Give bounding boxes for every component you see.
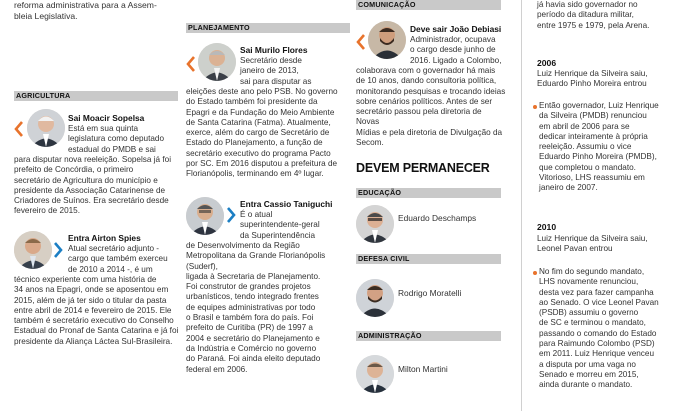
bio-line: ligada à Secretaria de Planejamento. — [186, 271, 321, 281]
section-head-educacao: EDUCAÇÃO — [356, 188, 501, 198]
bio-line: Secretário desde — [240, 56, 302, 65]
bio-line: secretário executivo do programa Pacto — [186, 148, 331, 158]
year-bullet-text — [539, 267, 683, 391]
intro-line: reforma administrativa para a Assem- — [14, 0, 157, 10]
bio-line: Estadual do Pronaf de Santa Catarina e já foi — [14, 326, 179, 336]
person-bio — [68, 244, 180, 275]
bio-line: cargo que também exerceu — [68, 254, 168, 264]
person-name: Eduardo Deschamps — [398, 213, 477, 223]
text-line: Leonel Pavan entrou — [537, 244, 613, 254]
person-name: Entra Airton Spies — [68, 233, 141, 243]
person-bio-cont — [186, 241, 356, 375]
text-line: Luiz Henrique da Silveira saiu, — [537, 234, 648, 243]
bio-line: Epagri e da Fundação do Meio Ambiente — [186, 107, 335, 117]
bio-line: sai para disputar as — [240, 76, 312, 86]
col4-top-text — [537, 0, 683, 31]
bio-line: do Estado também foi presidente da — [186, 97, 318, 107]
avatar — [14, 231, 52, 269]
column-divider — [521, 0, 522, 411]
text-line: LHS novamente renunciou, — [539, 277, 639, 287]
bio-line: presidente da Aliança Láctea Sul-Brasileira. — [14, 336, 173, 346]
bio-line: para disputar nova reeleição. Sopelsa já foi — [14, 155, 172, 164]
section-head-comunicacao: COMUNICAÇÃO — [356, 0, 501, 10]
bio-line: de Desenvolvimento da Região — [186, 241, 300, 250]
person-name: Deve sair João Debiasi — [410, 24, 502, 34]
text-line: já havia sido governador no — [537, 0, 638, 9]
bio-line: Atual secretário adjunto - — [68, 244, 160, 253]
section-head-administracao: ADMINISTRAÇÃO — [356, 331, 501, 341]
bio-line: prefeito de Concórdia, o primeiro — [14, 165, 134, 175]
year-subtitle — [537, 69, 683, 90]
bio-line: Foi construtor de grandes projetos — [186, 282, 311, 292]
person-bio — [68, 124, 180, 155]
chevron-left-icon — [185, 56, 197, 72]
bio-line: exerce, além do cargo de Secretário de — [186, 128, 330, 138]
bio-line: Administrador, ocupava — [410, 35, 496, 44]
bio-line: secretário de Agricultura do município e — [14, 175, 158, 185]
chevron-left-icon — [13, 121, 25, 137]
avatar — [356, 279, 394, 317]
bio-line: fevereiro de 2015. — [14, 206, 80, 216]
person-name: Sai Murilo Flores — [240, 45, 308, 55]
bio-line: o Brasil e também fora do país. Foi — [186, 313, 314, 323]
bio-line: estadual do PMDB e sai — [68, 144, 156, 154]
bio-line: É o atual — [240, 210, 273, 219]
person-bio — [240, 210, 352, 241]
text-line: para Raimundo Colombo (PSD) — [539, 339, 655, 349]
year-label: 2010 — [537, 222, 557, 232]
bio-line: Secom. — [356, 138, 384, 148]
text-line: passando o comando do Estado — [539, 328, 657, 338]
bio-line: janeiro de 2013, — [240, 66, 299, 76]
bio-line: Metropolitana da Grande Florianópolis (Suderf), — [186, 251, 326, 271]
bio-line: Estado do Planejamento, a função de — [186, 138, 323, 148]
intro-line: bleia Legislativa. — [14, 11, 78, 21]
bio-line: da Superintendência — [240, 230, 316, 240]
text-line: Vitorioso, LHS reassumiu em — [539, 173, 645, 183]
bio-line: Criadores de Suínos. Era secretário desde — [14, 196, 169, 206]
person-bio — [240, 56, 352, 87]
bio-line: por SC. Em 2016 disputou a prefeitura de — [186, 159, 338, 169]
avatar — [368, 21, 406, 59]
bio-line: de 2010 a 2014 -, é um — [68, 264, 153, 274]
avatar — [27, 109, 65, 147]
person-bio-cont — [14, 275, 184, 347]
text-line: No fim do segundo mandato, — [539, 267, 645, 276]
bio-line: Está em sua quinta — [68, 124, 139, 133]
bio-line: Florianópolis, terminando em 4º lugar. — [186, 169, 324, 179]
text-line: janeiro de 2007. — [539, 183, 598, 193]
section-heading-devem-permanecer: DEVEM PERMANECER — [356, 161, 490, 175]
text-line: ao Senado. O vice Leonel Pavan — [539, 297, 659, 307]
text-line: Então governador, Luiz Henrique — [539, 101, 659, 110]
person-bio-cont — [14, 155, 184, 217]
bio-line: secretário passou pela diretoria de Novas — [356, 107, 482, 127]
person-name: Entra Cassio Taniguchi — [240, 199, 333, 209]
chevron-right-icon — [52, 242, 64, 258]
bio-line: 2016. Ligado a Colombo, — [410, 55, 502, 65]
chevron-right-icon — [225, 207, 237, 223]
bio-line: legislatura como deputado — [68, 134, 165, 144]
bio-line: também é secretário executivo do Conselho — [14, 316, 174, 326]
bio-line: 2015, além de já ter sido o titular da pasta — [14, 295, 167, 305]
text-line: em abril de 2006 para se — [539, 121, 630, 131]
text-line: desta vez para fazer campanha — [539, 287, 654, 297]
text-line: de SC e terminou o mandato, — [539, 318, 646, 328]
text-line: da Silveira (PMDB) renunciou — [539, 111, 647, 121]
bio-line: de Santa Catarina (Fatma). Atualmente, — [186, 117, 331, 127]
avatar — [186, 197, 224, 235]
bio-line: sobre cenários políticos. Antes de ser — [356, 96, 493, 106]
section-head-agricultura: AGRICULTURA — [14, 91, 178, 101]
text-line: Luiz Henrique da Silveira saiu, — [537, 69, 648, 78]
bio-line: presidente da Associação Catarinense de — [14, 185, 166, 195]
bio-line: do Paraná. Foi ainda eleito deputado — [186, 354, 321, 364]
bio-line: entre abril de 2014 e fevereiro de 2015. Ele — [14, 305, 172, 315]
bio-line: superintendente-geral — [240, 220, 320, 230]
col1-intro — [14, 0, 184, 22]
text-line: a disputa por uma vaga no — [539, 359, 636, 369]
text-line: (PSDB) assumiu o governo — [539, 308, 639, 318]
person-bio-cont — [356, 66, 506, 148]
person-bio-cont — [186, 87, 356, 180]
chevron-left-icon — [355, 34, 367, 50]
text-line: Eduardo Pinho Moreira (PMDB), — [539, 152, 657, 162]
text-line: Senado e morreu em 2015, — [539, 369, 639, 379]
bio-line: colaborava com o governador há mais — [356, 66, 496, 75]
bullet-icon — [533, 105, 537, 109]
text-line: ainda durante o mandato. — [539, 380, 633, 390]
person-name: Sai Moacir Sopelsa — [68, 113, 145, 123]
person-name: Milton Martini — [398, 364, 448, 374]
person-bio — [410, 35, 505, 66]
bullet-icon — [533, 271, 537, 275]
text-line: dedicar inteiramente à própria — [539, 131, 648, 141]
bio-line: de 10 anos, dando consultoria política, — [356, 76, 497, 86]
avatar — [356, 205, 394, 243]
year-subtitle — [537, 234, 683, 255]
section-head-defesa-civil: DEFESA CIVIL — [356, 254, 501, 264]
year-label: 2006 — [537, 58, 557, 68]
bio-line: eleições deste ano pelo PSB. No governo — [186, 87, 338, 96]
bio-line: da Indústria e Comércio no governo — [186, 343, 317, 353]
bio-line: 34 anos na Epagri, onde se aposentou em — [14, 285, 169, 295]
avatar — [198, 43, 236, 81]
avatar — [356, 355, 394, 393]
text-line: em 2011. Luiz Henrique venceu — [539, 349, 654, 359]
text-line: que completou o mandato. — [539, 162, 636, 172]
section-head-planejamento: PLANEJAMENTO — [186, 23, 350, 33]
person-name: Rodrigo Moratelli — [398, 288, 462, 298]
text-line: reeleição. Assumiu o vice — [539, 142, 632, 152]
bio-line: federal em 2006. — [186, 364, 248, 374]
text-line: Eduardo Pinho Moreira entrou — [537, 79, 647, 89]
bio-line: técnico experiente com uma história de — [14, 275, 157, 284]
bio-line: monitorando pesquisas e trocando ideias — [356, 86, 506, 96]
bio-line: Mídias e pela diretoria de Divulgação da — [356, 127, 503, 137]
bio-line: de equipes administrativas por todo — [186, 302, 316, 312]
text-line: entre 1975 e 1979, pela Arena. — [537, 20, 650, 30]
text-line: período da ditadura militar, — [537, 10, 634, 20]
bio-line: prefeito de Curitiba (PR) de 1997 a — [186, 323, 313, 333]
year-bullet-text — [539, 101, 683, 194]
bio-line: 2004 e secretário do Planejamento e — [186, 333, 320, 343]
bio-line: o cargo desde junho de — [410, 45, 496, 55]
bio-line: urbanísticos, tendo integrado frentes — [186, 292, 319, 302]
